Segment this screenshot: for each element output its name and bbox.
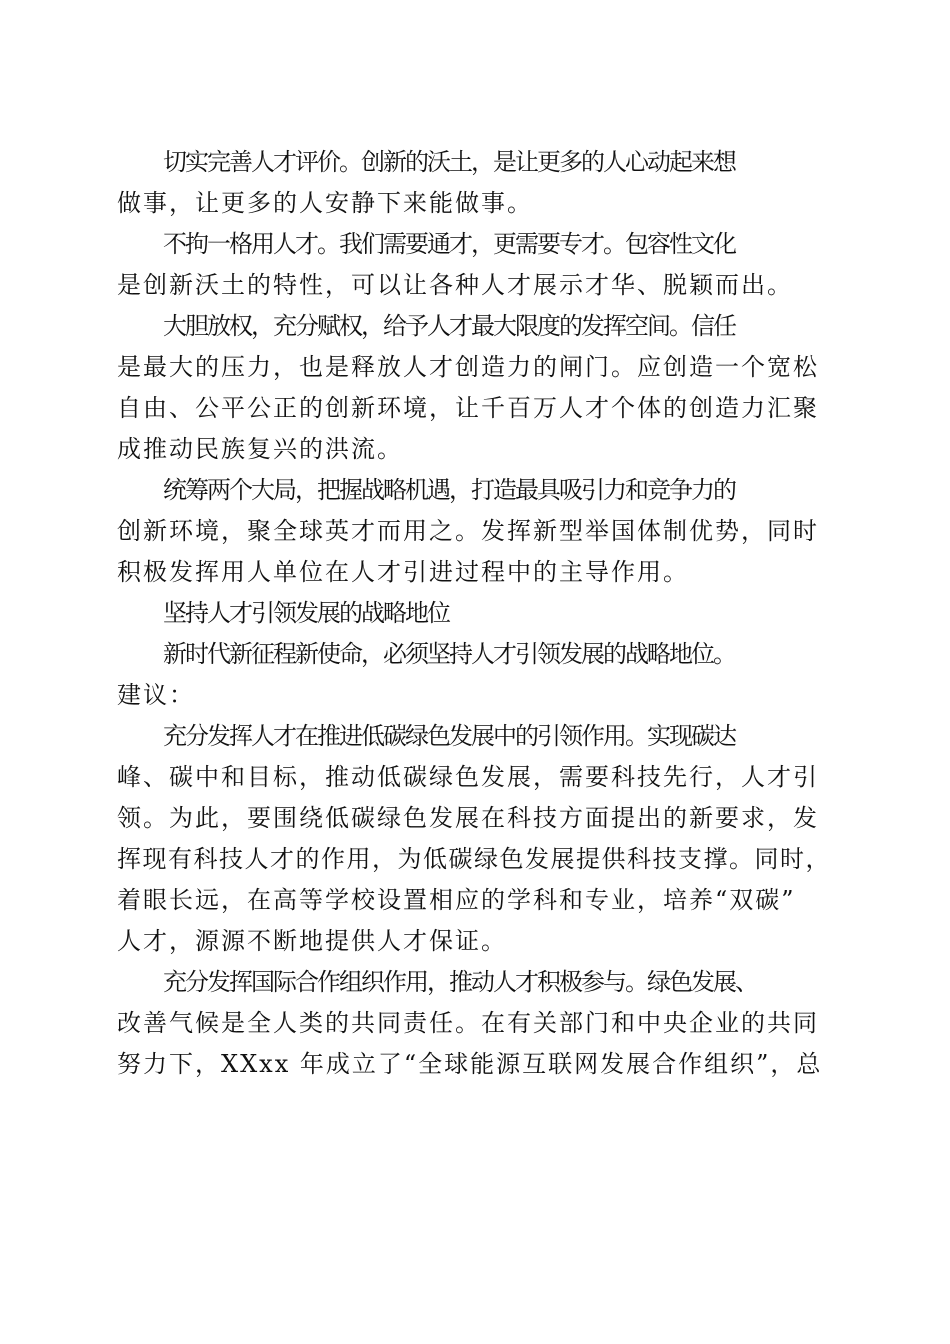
section-heading <box>117 593 833 634</box>
paragraph-line: 是最大的压力，也是释放人才创造力的闸门。应创造一个宽松 <box>117 353 819 381</box>
paragraph-line: 努力下，XXxx 年成立了“全球能源互联网发展合作组织”，总 <box>117 1050 823 1078</box>
paragraph-global-talent <box>117 470 833 593</box>
paragraph-line: 创新环境，聚全球英才而用之。发挥新型举国体制优势，同时 <box>117 517 819 545</box>
paragraph-line: 峰、碳中和目标，推动低碳绿色发展，需要科技先行，人才引 <box>117 763 819 791</box>
paragraph-line: 做事，让更多的人安静下来能做事。 <box>117 189 533 217</box>
paragraph-line: 新时代新征程新使命，必须坚持人才引领发展的战略地位。 <box>163 640 735 668</box>
paragraph-empowerment <box>117 306 833 470</box>
paragraph-line: 领。为此，要围绕低碳绿色发展在科技方面提出的新要求，发 <box>117 804 819 832</box>
paragraph-line: 积极发挥用人单位在人才引进过程中的主导作用。 <box>117 558 689 586</box>
paragraph-line: 自由、公平公正的创新环境，让千百万人才个体的创造力汇聚 <box>117 394 819 422</box>
paragraph-flexible-talent <box>117 224 833 306</box>
paragraph-line: 着眼长远，在高等学校设置相应的学科和专业，培养“双碳” <box>117 886 796 914</box>
paragraph-line: 大胆放权，充分赋权，给予人才最大限度的发挥空间。信任 <box>163 312 735 340</box>
paragraph-line: 人才，源源不断地提供人才保证。 <box>117 927 507 955</box>
paragraph-line: 成推动民族复兴的洪流。 <box>117 435 403 463</box>
paragraph-line: 充分发挥国际合作组织作用，推动人才积极参与。绿色发展、 <box>163 968 757 996</box>
paragraph-line: 切实完善人才评价。创新的沃土，是让更多的人心动起来想 <box>163 148 735 176</box>
paragraph-new-era <box>117 634 833 716</box>
document-body <box>117 142 833 1085</box>
paragraph-international-cooperation <box>117 962 833 1085</box>
paragraph-line: 统筹两个大局，把握战略机遇，打造最具吸引力和竞争力的 <box>163 476 735 504</box>
paragraph-line: 挥现有科技人才的作用，为低碳绿色发展提供科技支撑。同时， <box>117 845 831 873</box>
paragraph-line: 不拘一格用人才。我们需要通才，更需要专才。包容性文化 <box>163 230 735 258</box>
paragraph-line: 充分发挥人才在推进低碳绿色发展中的引领作用。实现碳达 <box>163 722 735 750</box>
paragraph-talent-evaluation <box>117 142 833 224</box>
paragraph-line: 是创新沃土的特性，可以让各种人才展示才华、脱颖而出。 <box>117 271 793 299</box>
section-heading-text: 坚持人才引领发展的战略地位 <box>163 599 449 627</box>
paragraph-low-carbon <box>117 716 833 962</box>
paragraph-line: 建议： <box>117 681 195 709</box>
paragraph-line: 改善气候是全人类的共同责任。在有关部门和中央企业的共同 <box>117 1009 819 1037</box>
